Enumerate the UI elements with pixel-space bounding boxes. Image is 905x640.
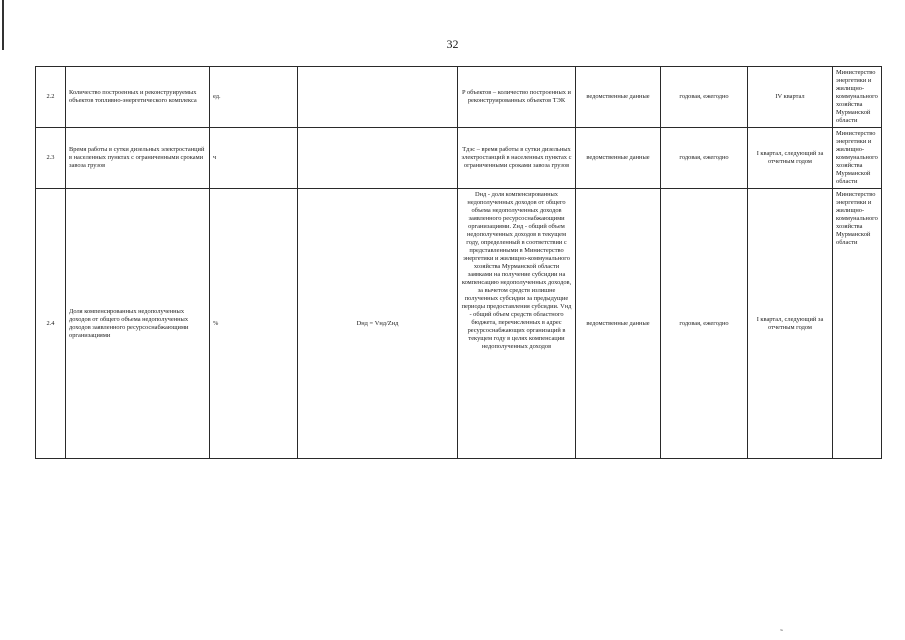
row-number: 2.3 [36, 128, 66, 189]
data-source: ведомственные данные [576, 128, 661, 189]
table-row [36, 67, 882, 128]
definition: P объектов – количество построенных и реконструированных объектов ТЭК [458, 67, 576, 128]
responsible-body: Министерство энергетики и жилищно-коммунального хозяйства Мурманской области [833, 128, 882, 189]
periodicity: годовая, ежегодно [661, 67, 748, 128]
data-source: ведомственные данные [576, 189, 661, 459]
reporting-term: I квартал, следующий за отчетным годом [748, 189, 833, 459]
periodicity: годовая, ежегодно [661, 189, 748, 459]
definition: Tдэс – время работы в сутки дизельных электростанций в населенных пунктах с ограниченными сроками завоза грузов [458, 128, 576, 189]
periodicity: годовая, ежегодно [661, 128, 748, 189]
row-number: 2.2 [36, 67, 66, 128]
responsible-body: Министерство энергетики и жилищно-коммунального хозяйства Мурманской области [833, 189, 882, 459]
indicator-name: Доля компенсированных недополученных доходов от общего объема недополученных доходов заявленного ресурсоснабжающими организациями [66, 189, 210, 459]
formula [298, 128, 458, 189]
indicators-table [35, 66, 882, 459]
reporting-term: I квартал, следующий за отчетным годом [748, 128, 833, 189]
unit: % [210, 189, 298, 459]
formula: Dнд = Vнд/Zнд [298, 189, 458, 459]
unit: ед. [210, 67, 298, 128]
table-row [36, 128, 882, 189]
responsible-body: Министерство энергетики и жилищно-коммунального хозяйства Мурманской области [833, 67, 882, 128]
row-number: 2.4 [36, 189, 66, 459]
reporting-term: IV квартал [748, 67, 833, 128]
unit: ч [210, 128, 298, 189]
indicator-name: Количество построенных и реконструируемых объектов топливно-энергетического комплекса [66, 67, 210, 128]
definition: Dнд - доля компенсированных недополученных доходов от общего объема недополученных доходов заявленного ресурсоснабжающими организациями. Zнд - общий объем недополученных доходов в текущем году, определенный в соответствии с представленными в Министерство энергетики и жилищно-коммунального хозяйства Мурманской области заявками на получение субсидии на компенсацию недополученных доходов, за вычетом средств излишне полученных субсидии за предыдущие периоды предоставления субсидии. Vнд - общий объем средств областного бюджета, перечисленных в адрес ресурсоснабжающих организаций в текущем году в целях компенсации недополученных доходов [458, 189, 576, 459]
page-number: 32 [446, 37, 459, 51]
scan-corner-mark: ˜ [780, 628, 783, 638]
data-source: ведомственные данные [576, 67, 661, 128]
table-row [36, 189, 882, 459]
formula [298, 67, 458, 128]
indicator-name: Время работы в сутки дизельных электростанций в населенных пунктах с ограниченными сроками завоза грузов [66, 128, 210, 189]
